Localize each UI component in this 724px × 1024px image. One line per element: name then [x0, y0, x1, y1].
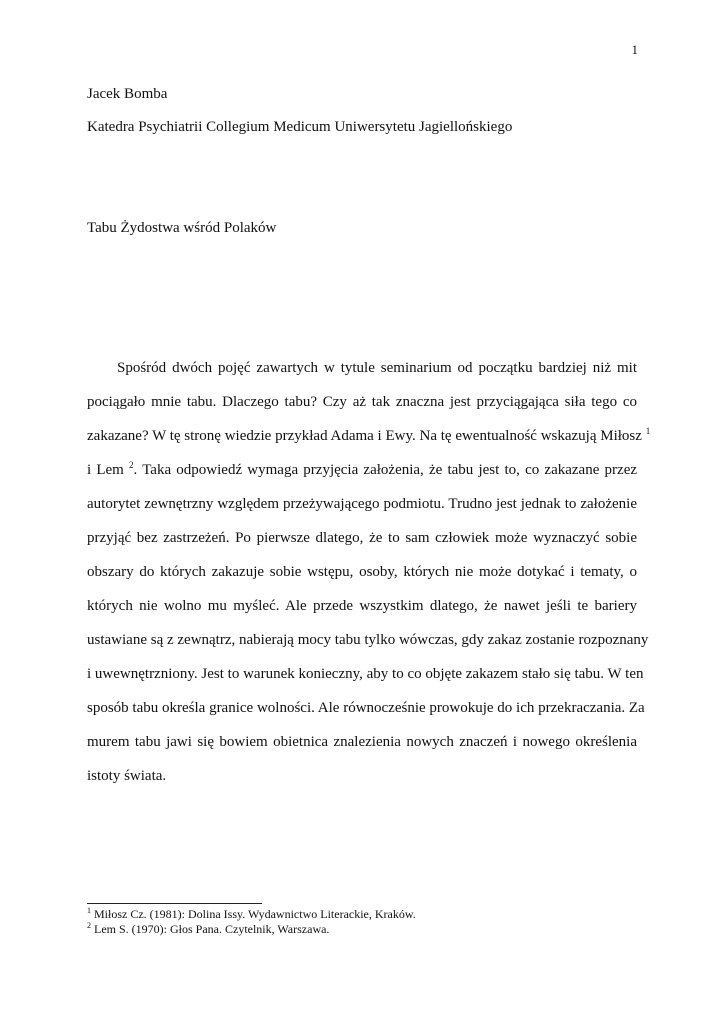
footnote-text: Miłosz Cz. (1981): Dolina Issy. Wydawnictwo Literackie, Kraków.: [94, 907, 416, 921]
body-line: sposób tabu określa granice wolności. Ale równocześnie prowokuje do ich przekraczania. Za: [87, 700, 645, 716]
body-line: pociągało mnie tabu. Dlaczego tabu? Czy aż tak znaczna jest przyciągająca siła tego co: [87, 394, 637, 410]
body-line-text: . Taka odpowiedź wymaga przyjęcia założenia, że tabu jest to, co zakazane przez: [133, 462, 638, 478]
body-line-text: zakazane? W tę stronę wiedzie przykład Adama i Ewy. Na tę ewentualność wskazują Miłosz: [87, 428, 642, 444]
body-line: [87, 419, 651, 453]
body-paragraph: [87, 351, 651, 793]
footnote-item: [87, 922, 416, 937]
footnote-marker: 1: [87, 906, 91, 915]
body-line: Spośród dwóch pojęć zawartych w tytule seminarium od początku bardziej niż mit: [117, 360, 637, 376]
footnotes: [87, 907, 416, 937]
footnote-text: Lem S. (1970): Głos Pana. Czytelnik, Warszawa.: [94, 922, 330, 936]
body-line: istoty świata.: [87, 768, 167, 784]
body-line: ustawiane są z zewnątrz, nabierają mocy tabu tylko wówczas, gdy zakaz zostanie rozpoznany: [87, 632, 649, 648]
body-line: przyjąć bez zastrzeżeń. Po pierwsze dlatego, że to sam człowiek może wyznaczyć sobie: [87, 530, 637, 546]
body-line: których nie wolno mu myśleć. Ale przede wszystkim dlatego, że nawet jeśli te bariery: [87, 598, 637, 614]
body-line: murem tabu jawi się bowiem obietnica znalezienia nowych znaczeń i nowego określenia: [87, 734, 637, 750]
author-name: Jacek Bomba: [87, 86, 168, 102]
footnote-marker: 2: [87, 921, 91, 930]
footnote-item: [87, 907, 416, 922]
footnote-ref: 1: [645, 426, 651, 436]
body-line-text: i Lem: [87, 462, 124, 478]
article-title: Tabu Żydostwa wśród Polaków: [87, 220, 277, 236]
footnote-divider: [87, 903, 262, 904]
body-line: obszary do których zakazuje sobie wstępu, osoby, których nie może dotykać i tematy, o: [87, 564, 637, 580]
body-line: autorytet zewnętrzny względem przeżywającego podmiotu. Trudno jest jednak to założenie: [87, 496, 637, 512]
page-number: 1: [631, 42, 638, 57]
body-line: [87, 453, 637, 487]
footnote-ref: 2: [129, 460, 134, 470]
author-affiliation: Katedra Psychiatrii Collegium Medicum Uniwersytetu Jagiellońskiego: [87, 119, 513, 135]
body-line: i uwewnętrzniony. Jest to warunek konieczny, aby to co objęte zakazem stało się tabu. W ten: [87, 666, 644, 682]
